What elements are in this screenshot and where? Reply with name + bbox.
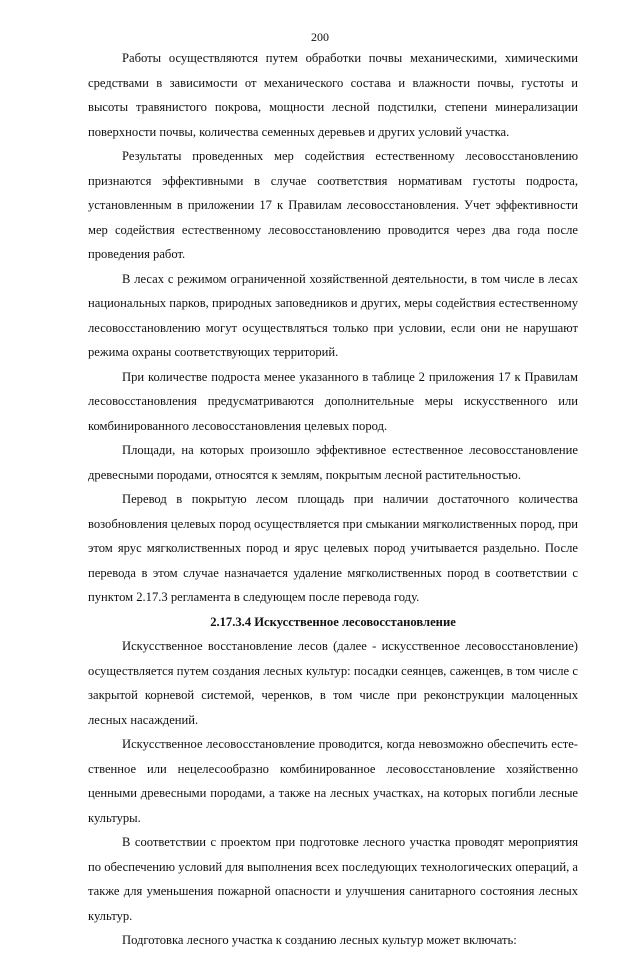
paragraph-insufficient-undergrowth: При количестве подроста менее указанного в таблице 2 приложения 17 к Правилам лесовосстановления предусматриваются дополнительные меры искусственного или комбинированного лесовосстановления целевых пород. <box>88 369 578 433</box>
paragraph-results-effectiveness: Результаты проведенных мер содействия естественному лесовосстановлению признаются эффективными в случае соответствия нормативам густоты подроста, установленным в приложении 17 к Правилам лесовосстановления. Учет эффективности мер содействия естественному лесовосстановлению проводится через два года после проведения работ. <box>88 149 578 261</box>
paragraph-effective-regeneration-areas: Площади, на которых произошло эффективное естественное лесовосстановление древесными породами, относятся к землям, покрытым лесной растительностью. <box>88 443 578 482</box>
paragraph-transfer-to-forested-area: Перевод в покрытую лесом площадь при наличии достаточного количества возобновления целевых пород осуществляется при смыкании мягколиственных пород, при этом ярус мягколиственных пород и ярус целевых пород учитывается раздельно. После перевода в этом случае назначается удаление мягколиственных пород в соответствии с пунктом 2.17.3 регламента в следующем после перевода году. <box>88 492 578 604</box>
paragraph-site-preparation-may-include: Подготовка лесного участка к созданию лесных культур может включать: <box>122 933 517 947</box>
paragraph-restricted-forests: В лесах с режимом ограниченной хозяйственной деятельности, в том числе в лесах национальных парков, природных заповедников и других, меры содействия естественному лесовосстановлению могут осуществляться только при условии, если они не нарушают режима охраны соответствующих территорий. <box>88 271 578 359</box>
page-number: 200 <box>311 30 329 44</box>
page-content <box>88 46 578 953</box>
paragraph-soil-treatment: Работы осуществляются путем обработки почвы механическими, химическими средствами в зависимости от механического состава и влажности почвы, густоты и высоты травянистого покрова, мощности лесной подстилки, степени минерализации поверхности почвы, количества семенных деревьев и других условий участка. <box>88 51 578 139</box>
paragraph-site-preparation-measures: В соответствии с проектом при подготовке лесного участка проводят мероприятия по обеспечению условий для выполнения всех последующих технологических операций, а также для уменьшения пожарной опасности и улучшения санитарного состояния лесных культур. <box>88 835 578 923</box>
paragraph-artificial-restoration-definition: Искусственное восстановление лесов (далее - искусственное лесовосстановление) осуществляется путем создания лесных культур: посадки сеянцев, саженцев, в том числе с закрытой корневой системой, черенков, в том числе при реконструкции малоценных лесных насаждений. <box>88 639 578 727</box>
paragraph-artificial-restoration-conditions: Искусственное лесовосстановление проводится, когда невозможно обеспечить естественное или нецелесообразно комбинированное лесовосстановление хозяйственно ценными древесными породами, а также на лесных участках, на которых погибли лесные культуры. <box>88 737 578 825</box>
section-heading: 2.17.3.4 Искусственное лесовосстановление <box>210 614 456 629</box>
